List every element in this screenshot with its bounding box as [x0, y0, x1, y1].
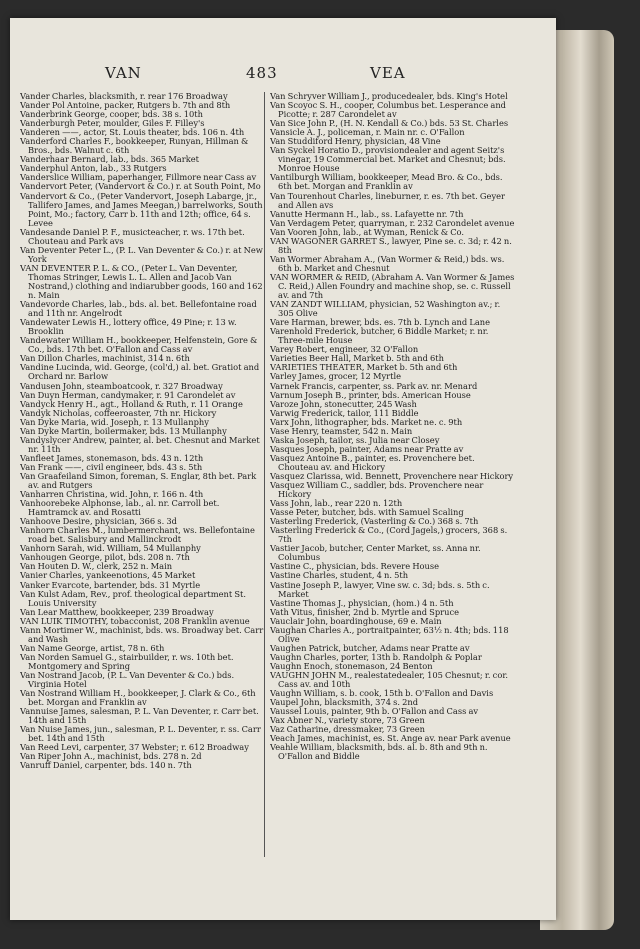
directory-page: [10, 18, 556, 920]
directory-entry: Van Riper John A., machinist, bds. 278 n. 2d: [20, 751, 202, 762]
directory-entry: Varoze John, stonecutter, 245 Wash: [270, 398, 417, 409]
directory-entry: Vasterling Frederick & Co., (Cord Jagels,) grocers, 368 s. 7th: [270, 525, 508, 545]
directory-entry: Varnum Joseph B., printer, bds. American House: [270, 389, 471, 400]
directory-entry: Vander Charles, blacksmith, r. rear 176 Broadway: [20, 92, 228, 101]
directory-entry: Vaupel John, blacksmith, 374 s. 2nd: [270, 697, 419, 708]
page-header: [10, 64, 556, 86]
directory-entry: Varenhold Frederick, butcher, 6 Biddle Market; r. nr. Three-mile House: [270, 326, 489, 346]
header-right-guide: VEA: [370, 64, 406, 82]
directory-entry: Varley James, grocer, 12 Myrtle: [270, 371, 402, 382]
directory-entry: Vasquez Clarissa, wid. Bennett, Provenchere near Hickory: [270, 470, 514, 481]
directory-entry: Vaughn Charles, porter, 13th b. Randolph & Poplar: [270, 651, 482, 662]
directory-entry: Vass John, lab., rear 220 n. 12th: [270, 498, 403, 509]
directory-entry: Vandusen John, steamboatcook, r. 327 Broadway: [20, 380, 223, 391]
directory-entry: VAN DEVENTER P. L. & CO., (Peter L. Van Deventer, Thomas Stringer, Lewis L. L. Allen and Jacob Van Nostrand,) clothing and indiarubber goods, 160 and 162 n. Main: [20, 262, 263, 301]
directory-entry: Varwig Frederick, tailor, 111 Biddle: [270, 407, 419, 418]
directory-entry: Vanker Evarcote, bartender, bds. 31 Myrtle: [20, 579, 201, 590]
directory-entry: Van Schryver William J., producedealer, bds. King's Hotel: [270, 92, 508, 101]
directory-entry: Vaska Joseph, tailor, ss. Julia near Closey: [270, 434, 440, 445]
directory-entry: Vanderphul Anton, lab., 33 Rutgers: [20, 163, 167, 174]
directory-entry: Vaussel Louis, painter, 9th b. O'Fallon and Cass av: [270, 706, 479, 717]
directory-entry: Veahle William, blacksmith, bds. al. b. 8th and 9th n. O'Fallon and Biddle: [270, 742, 488, 762]
directory-entry: Vax Abner N., variety store, 73 Green: [270, 715, 425, 726]
directory-entry: Vastine C., physician, bds. Revere House: [270, 561, 440, 572]
directory-entry: Van Nostrand William H., bookkeeper, J. Clark & Co., 6th bet. Morgan and Franklin av: [20, 688, 256, 708]
directory-entry: Vastine Thomas J., physician, (hom.) 4 n. 5th: [270, 597, 454, 608]
directory-entry: VAUGHN JOHN M., realestatedealer, 105 Chesnut; r. cor. Cass av. and 10th: [270, 670, 509, 690]
directory-entry: Vanruff Daniel, carpenter, bds. 140 n. 7th: [20, 760, 192, 771]
directory-entry: Vandervort & Co., (Peter Vandervort, Joseph Labarge, jr., Tallifero James, and James Meegan,) barrelworks, South Point, Mo.; factory, Carr b. 11th and 12th; office, 64 s. Levee: [20, 190, 263, 228]
directory-entry: Vasse Peter, butcher, bds. with Samuel Scaling: [270, 507, 464, 518]
directory-entry: Vandewater William H., bookkeeper, Helfenstein, Gore & Co., bds. 17th bet. O'Fallon and Cass av: [20, 335, 258, 355]
directory-entry: Van Reed Levi, carpenter, 37 Webster; r. 612 Broadway: [20, 742, 249, 753]
directory-entry: VARIETIES THEATER, Market b. 5th and 6th: [270, 362, 458, 373]
directory-entry: Vanharren Christina, wid. John, r. 166 n. 4th: [20, 489, 204, 500]
directory-entry: Vanfleet James, stonemason, bds. 43 n. 12th: [20, 452, 204, 463]
directory-entry: Van Houten D. W., clerk, 252 n. Main: [20, 561, 173, 572]
right-column: [270, 92, 516, 912]
directory-entry: Vantilburgh William, bookkeeper, Mead Bro. & Co., bds. 6th bet. Morgan and Franklin av: [270, 172, 503, 192]
directory-entry: Veach James, machinist, es. St. Ange av. near Park avenue: [270, 733, 511, 744]
directory-entry: Vaughen Patrick, butcher, Adams near Pratte av: [270, 642, 470, 653]
directory-entry: Vansicle A. J., policeman, r. Main nr. c. O'Fallon: [270, 127, 465, 138]
directory-entry: Vanderslice William, paperhanger, Fillmore near Cass av: [20, 172, 257, 183]
directory-entry: Vanderford Charles F., bookkeeper, Runyan, Hillman & Bros., bds. Walnut c. 6th: [20, 136, 249, 156]
directory-entry: Vandine Lucinda, wid. George, (col'd,) al. bet. Gratiot and Orchard nr. Barlow: [20, 362, 260, 382]
directory-entry: Vandyk Nicholas, coffeeroaster, 7th nr. Hickory: [20, 407, 217, 418]
directory-entry: Van Syckel Horatio D., provisiondealer and agent Seitz's vinegar, 19 Commercial bet. Market and Chesnut; bds. Monroe House: [270, 145, 506, 174]
directory-entry: Vasques Joseph, painter, Adams near Pratte av: [270, 443, 464, 454]
directory-entry: Vaughn Enoch, stonemason, 24 Benton: [270, 660, 433, 671]
directory-entry: Van Dyke Maria, wid. Joseph, r. 13 Mullanphy: [20, 416, 209, 427]
directory-entry: Vannuise James, salesman, P. L. Van Deventer, r. Carr bet. 14th and 15th: [20, 706, 259, 726]
directory-entry: Van Duyn Herman, candymaker, r. 91 Carondelet av: [20, 389, 236, 400]
directory-entry: Van Sice John P., (H. N. Kendall & Co.) bds. 53 St. Charles: [270, 118, 509, 129]
directory-entry: Vaughn William, s. b. cook, 15th b. O'Fallon and Davis: [270, 688, 494, 699]
directory-entry: Vanier Charles, yankeenotions, 45 Market: [20, 570, 196, 581]
directory-entry: VAN LUIK TIMOTHY, tobacconist, 208 Franklin avenue: [20, 615, 250, 626]
directory-entry: Vanhorn Sarah, wid. William, 54 Mullanphy: [20, 543, 201, 554]
directory-entry: Van Studdiford Henry, physician, 48 Vine: [270, 136, 441, 147]
directory-entry: Vandewater Lewis H., lottery office, 49 Pine; r. 13 w. Brooklin: [20, 317, 237, 337]
directory-entry: Vare Harman, brewer, bds. es. 7th b. Lynch and Lane: [270, 317, 491, 328]
directory-entry: Vanhoove Desire, physician, 366 s. 3d: [20, 516, 177, 527]
directory-entry: Van Name George, artist, 78 n. 6th: [20, 642, 165, 653]
directory-entry: Vasquez William C., saddler, bds. Provenchere near Hickory: [270, 480, 484, 500]
directory-entry: Varieties Beer Hall, Market b. 5th and 6th: [270, 353, 444, 364]
directory-entry: Vaughan Charles A., portraitpainter, 63½ n. 4th; bds. 118 Olive: [270, 624, 509, 644]
directory-entry: VAN WAGONER GARRET S., lawyer, Pine se. c. 3d; r. 42 n. 8th: [270, 235, 512, 255]
directory-entry: Varnek Francis, carpenter, ss. Park av. nr. Menard: [270, 380, 478, 391]
directory-entry: Vandevorde Charles, lab., bds. al. bet. Bellefontaine road and 11th nr. Angelrodt: [20, 299, 257, 319]
directory-entry: Van Wormer Abraham A., (Van Wormer & Reid,) bds. ws. 6th b. Market and Chesnut: [270, 253, 505, 273]
directory-entry: Van Verdagem Peter, quarryman, r. 232 Carondelet avenue: [270, 217, 515, 228]
directory-entry: Vaz Catharine, dressmaker, 73 Green: [270, 724, 425, 735]
directory-entry: Vanderburgh Peter, moulder, Giles F. Filley's: [20, 118, 205, 129]
directory-entry: Vastier Jacob, butcher, Center Market, ss. Anna nr. Columbus: [270, 543, 481, 563]
directory-entry: Van Kulst Adam, Rev., prof. theological department St. Louis University: [20, 588, 246, 608]
directory-entry: Van Lear Matthew, bookkeeper, 239 Broadway: [20, 606, 214, 617]
directory-entry: Van Graafeiland Simon, foreman, S. Englar, 8th bet. Park av. and Rutgers: [20, 470, 257, 491]
directory-entry: Vanderhaar Bernard, lab., bds. 365 Market: [20, 154, 199, 165]
directory-entry: Vanderen ——, actor, St. Louis theater, bds. 106 n. 4th: [20, 127, 245, 138]
header-left-guide: VAN: [105, 64, 142, 82]
directory-entry: Vanderbrink George, cooper, bds. 38 s. 10th: [20, 109, 203, 120]
directory-entry: Van Scoyoc S. H., cooper, Columbus bet. Lesperance and Picotte; r. 287 Carondelet av: [270, 100, 506, 120]
page-number: 483: [246, 64, 278, 82]
directory-entry: Vandervort Peter, (Vandervort & Co.) r. at South Point, Mo: [20, 181, 261, 192]
directory-entry: Vasterling Frederick, (Vasterling & Co.) 368 s. 7th: [270, 516, 479, 527]
column-divider: [264, 92, 265, 857]
directory-entry: Vasquez Antoine B., painter, es. Provenchere bet. Chouteau av. and Hickory: [270, 452, 475, 472]
directory-entry: Vanutte Hermann H., lab., ss. Lafayette nr. 7th: [270, 208, 464, 219]
directory-entry: Vandyslycer Andrew, painter, al. bet. Chesnut and Market nr. 11th: [20, 434, 260, 454]
directory-entry: Van Nostrand Jacob, (P. L. Van Deventer & Co.) bds. Virginia Hotel: [20, 670, 235, 690]
directory-entry: Vander Pol Antoine, packer, Rutgers b. 7th and 8th: [20, 100, 231, 111]
left-column: [20, 92, 266, 912]
directory-entry: Van Dillon Charles, machinist, 314 n. 6th: [20, 353, 190, 364]
directory-entry: Vastine Charles, student, 4 n. 5th: [270, 570, 409, 581]
directory-entry: Van Nuise James, jun., salesman, P. L. Deventer, r. ss. Carr bet. 14th and 15th: [20, 724, 261, 744]
directory-entry: Vauclair John, boardinghouse, 69 e. Main: [270, 615, 442, 626]
directory-entry: VAN ZANDT WILLIAM, physician, 52 Washington av.; r. 305 Olive: [270, 299, 501, 319]
directory-entry: Van Tourenhout Charles, lineburner, r. es. 7th bet. Geyer and Allen avs: [270, 190, 506, 210]
directory-entry: Varx John, lithographer, bds. Market ne. c. 9th: [270, 416, 463, 427]
directory-entry: Varey Robert, engineer, 32 O'Fallon: [270, 344, 419, 355]
directory-entry: Vath Vitus, finisher, 2nd b. Myrtle and Spruce: [270, 606, 460, 617]
directory-entry: Van Vooren John, lab., at Wyman, Renick & Co.: [270, 226, 465, 237]
directory-entry: Van Dyke Martin, boilermaker, bds. 13 Mullanphy: [20, 425, 227, 436]
directory-entry: Vandyck Henry H., agt., Holland & Ruth, r. 11 Orange: [20, 398, 243, 409]
directory-entry: Van Frank ——, civil engineer, bds. 43 s. 5th: [20, 461, 203, 472]
directory-entry: Vandesande Daniel P. F., musicteacher, r. ws. 17th bet. Chouteau and Park avs: [20, 226, 245, 246]
directory-entry: Vanhougen George, pilot, bds. 208 n. 7th: [20, 552, 190, 563]
directory-entry: Van Norden Samuel G., stairbuilder, r. ws. 10th bet. Montgomery and Spring: [20, 651, 234, 671]
directory-entry: VAN WORMER & REID, (Abraham A. Van Wormer & James C. Reid,) Allen Foundry and machine shop, se. c. Russell av. and 7th: [270, 271, 515, 301]
directory-entry: Vann Mortimer W., machinist, bds. ws. Broadway bet. Carr and Wash: [20, 624, 264, 644]
directory-entry: Van Deventer Peter L., (P. L. Van Deventer & Co.) r. at New York: [20, 244, 263, 264]
directory-entry: Vastine Joseph P., lawyer, Vine sw. c. 3d; bds. s. 5th c. Market: [270, 579, 490, 599]
directory-entry: Vanhorn Charles M., lumbermerchant, ws. Bellefontaine road bet. Salisbury and Mallinckrodt: [20, 525, 255, 545]
directory-entry: Vanhoorebeke Alphonse, lab., al. nr. Carroll bet. Hamtramck av. and Rosatti: [20, 498, 220, 518]
directory-entry: Vase Henry, teamster, 542 n. Main: [270, 425, 413, 436]
